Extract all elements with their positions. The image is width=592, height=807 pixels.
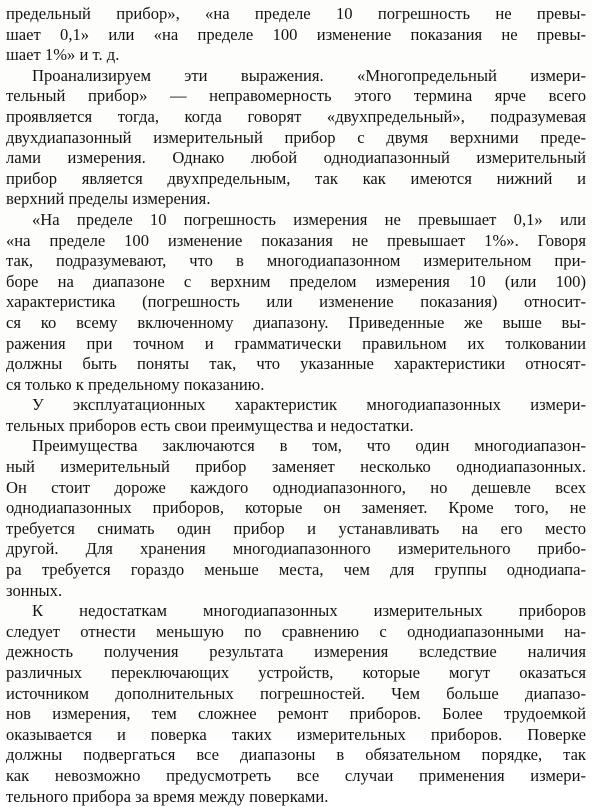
text-line: К недостаткам многодиапазонных измерительных приборов: [32, 601, 586, 621]
paragraph: [6, 601, 586, 807]
text-line: требуется снимать один прибор и устанавливать на его место: [6, 518, 586, 538]
text-line: нов измерения, тем сложнее ремонт приборов. Более трудоемкой: [6, 704, 586, 724]
text-line: У эксплуатационных характеристик многодиапазонных измери-: [32, 395, 586, 415]
text-line: оказывается и поверка таких измерительных приборов. Поверке: [6, 724, 586, 744]
paragraph: [6, 210, 586, 395]
text-line: «на пределе 100 изменение показания не превышает 1%». Говоря: [6, 230, 586, 250]
text-line: тельного прибора за время между поверками.: [6, 786, 329, 806]
text-line: источником дополнительных погрешностей. Чем больше диапазо-: [6, 683, 586, 703]
text-line: верхний пределы измерения.: [6, 189, 211, 209]
paragraph: [6, 436, 586, 601]
paragraph: [6, 4, 586, 66]
text-line: двухдиапазонный измерительный прибор с двумя верхними преде-: [6, 127, 586, 147]
text-line: тельных приборов есть свои преимущества и недостатки.: [6, 415, 414, 435]
text-line: ся ко всему включенному диапазону. Приведенные же выше вы-: [6, 312, 586, 332]
text-line: шает 1%» и т. д.: [6, 45, 120, 65]
paragraph: [6, 395, 586, 436]
text-line: как невозможно предусмотреть все случаи применения измери-: [6, 765, 586, 785]
text-line: боре на диапазоне с верхним пределом измерения 10 (или 100): [6, 271, 586, 291]
text-line: тельный прибор» — неправомерность этого термина ярче всего: [6, 86, 586, 106]
text-line: лами измерения. Однако любой однодиапазонный измерительный: [6, 148, 586, 168]
text-line: различных переключающих устройств, которые могут оказаться: [6, 663, 586, 682]
text-line: ся только к предельному показанию.: [6, 374, 265, 394]
text-line: ра требуется гораздо меньше места, чем для группы однодиапа-: [6, 560, 586, 580]
text-line: предельный прибор», «на пределе 10 погрешность не превы-: [6, 4, 586, 23]
text-line: следует отнести меньшую по сравнению с однодиапазонными на-: [6, 621, 586, 641]
text-line: должны подвергаться все диапазоны в обязательном порядке, так: [6, 745, 586, 765]
text-line: Преимущества заключаются в том, что один многодиапазон-: [32, 436, 586, 456]
text-line: характеристика (погрешность или изменение показания) относит-: [6, 292, 586, 312]
text-line: однодиапазонных приборов, которые он заменяет. Кроме того, не: [6, 498, 586, 518]
text-line: Он стоит дороже каждого однодиапазонного, но дешевле всех: [6, 477, 586, 497]
paragraph: [6, 66, 586, 210]
text-line: Проанализируем эти выражения. «Многопредельный измери-: [32, 65, 586, 85]
text-line: другой. Для хранения многодиапазонного измерительного прибо-: [6, 539, 586, 559]
text-line: проявляется тогда, когда говорят «двухпредельный», подразумевая: [6, 106, 586, 126]
text-line: должны быть поняты так, что указанные характеристики относят-: [6, 354, 586, 374]
text-line: ный измерительный прибор заменяет несколько однодиапазонных.: [6, 457, 586, 477]
text-line: дежность получения результата измерения вследствие наличия: [6, 642, 586, 662]
text-line: «На пределе 10 погрешность измерения не превышает 0,1» или: [32, 209, 586, 229]
text-line: так, подразумевают, что в многодиапазонном измерительном при-: [6, 251, 586, 271]
text-line: зонных.: [6, 580, 63, 600]
text-line: ражения при точном и грамматически правильном их толковании: [6, 333, 586, 353]
text-line: шает 0,1» или «на пределе 100 изменение показания не превы-: [6, 24, 586, 44]
document-body: [6, 4, 586, 807]
text-line: прибор является двухпредельным, так как имеются нижний и: [6, 168, 586, 188]
